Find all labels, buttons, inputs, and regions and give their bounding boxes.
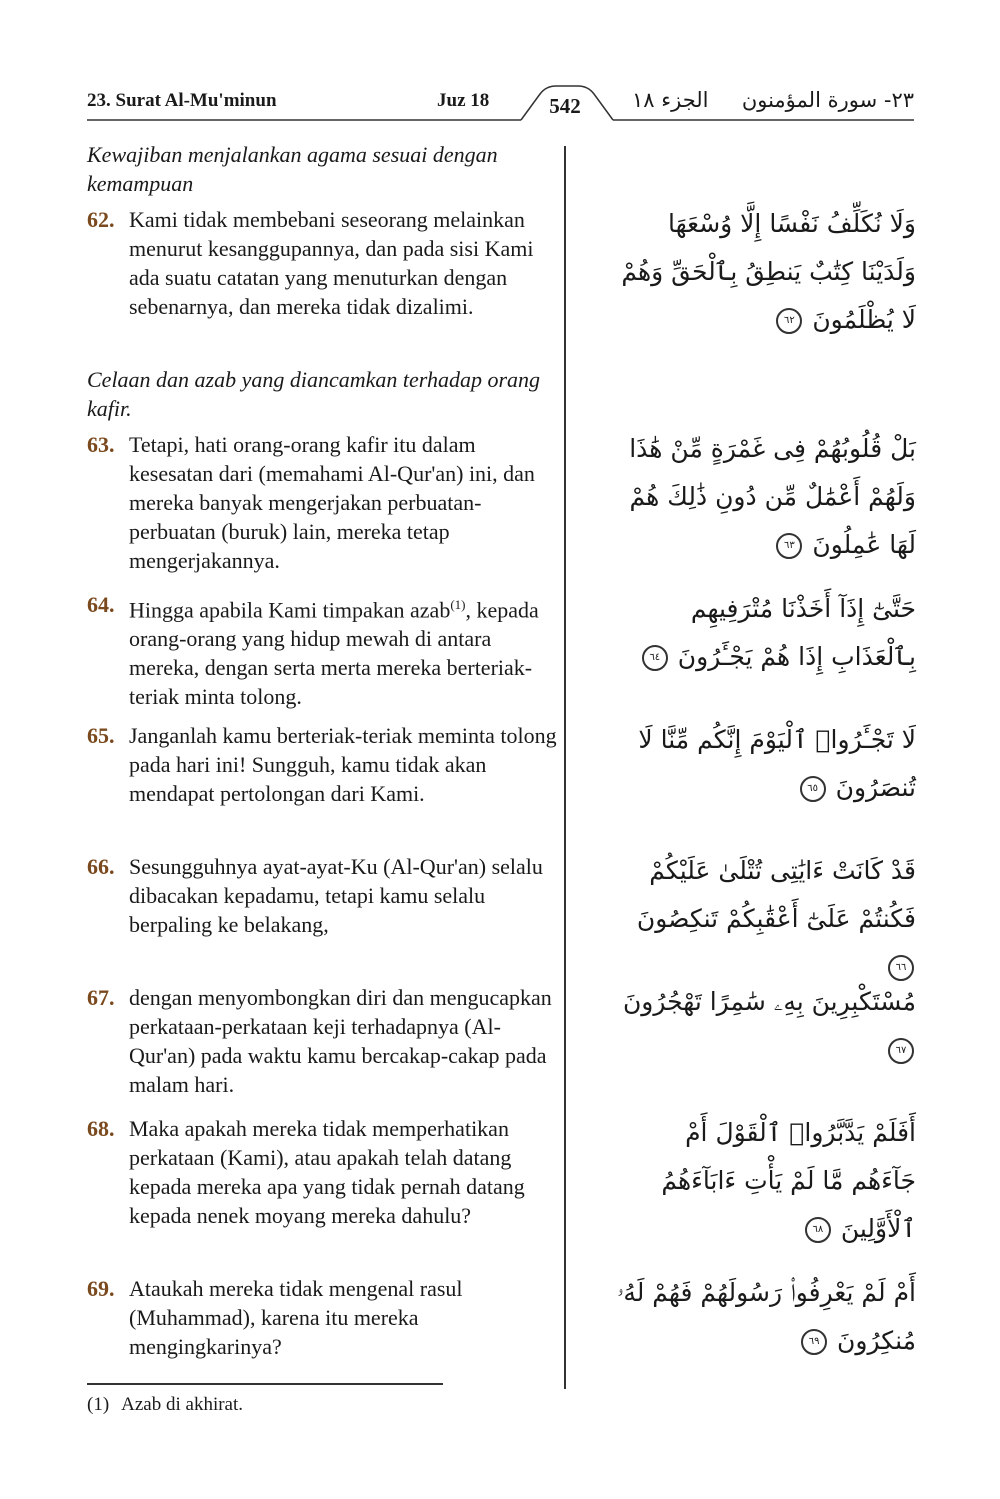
verse-68 [87, 1114, 559, 1230]
ayah-marker: ٦٢ [776, 308, 802, 334]
juz-label-latin: Juz 18 [437, 90, 490, 111]
verse-65-arabic [616, 716, 916, 812]
verse-number: 63. [87, 432, 115, 457]
footnote-text: Azab di akhirat. [121, 1394, 244, 1415]
ayah-marker: ٦٦ [888, 955, 914, 981]
verse-number: 69. [87, 1276, 115, 1301]
juz-label-arabic: الجزء ١٨ [632, 88, 709, 112]
arabic-text: وَلَا نُكَلِّفُ نَفْسًا إِلَّا وُسْعَهَا وَلَدَيْنَا كِتَٰبٌ يَنطِقُ بِٱلْحَقِّ وَهُمْ لَا يُظْلَمُونَ [621, 209, 916, 334]
verse-68-arabic [616, 1109, 916, 1253]
ayah-marker: ٦٣ [776, 533, 802, 559]
verse-number: 65. [87, 723, 115, 748]
arabic-text: مُسْتَكْبِرِينَ بِهِۦ سَٰمِرًا تَهْجُرُونَ [622, 987, 916, 1016]
verse-62-arabic [616, 200, 916, 344]
section-title: Celaan dan azab yang diancamkan terhadap orang kafir. [87, 367, 541, 421]
ayah-marker: ٦٤ [642, 645, 668, 671]
verse-67-arabic [616, 978, 916, 1074]
verse-63-arabic [616, 425, 916, 569]
arabic-text: لَا تَجْـَٔرُوا۟ ٱلْيَوْمَ إِنَّكُم مِّنَّا لَا تُنصَرُونَ [638, 725, 916, 802]
verse-66-arabic [616, 847, 916, 991]
verse-62 [87, 205, 559, 321]
verse-number: 67. [87, 985, 115, 1010]
page-number: 542 [549, 94, 581, 118]
verse-translation: Sesungguhnya ayat-ayat-Ku (Al-Qur'an) selalu dibacakan kepadamu, tetapi kamu selalu berpaling ke belakang, [129, 854, 543, 937]
verse-translation: dengan menyombongkan diri dan mengucapkan perkataan-perkataan keji terhadapnya (Al-Qur'an) pada waktu kamu bercakap-cakap pada malam hari. [129, 985, 552, 1097]
verse-number: 68. [87, 1116, 115, 1141]
verse-64 [87, 590, 559, 711]
verse-number: 62. [87, 207, 115, 232]
arabic-text: أَفَلَمْ يَدَّبَّرُوا۟ ٱلْقَوْلَ أَمْ جَآءَهُم مَّا لَمْ يَأْتِ ءَابَآءَهُمُ ٱلْأَوَّلِينَ [661, 1118, 916, 1243]
verse-65 [87, 721, 559, 808]
verse-63 [87, 430, 559, 575]
verse-69-arabic [616, 1269, 916, 1365]
footnote-mark: (1) [87, 1394, 110, 1415]
footnote-ref[interactable]: (1) [450, 597, 466, 612]
verse-translation: Janganlah kamu berteriak-teriak meminta tolong pada hari ini! Sungguh, kamu tidak akan mendapat pertolongan dari Kami. [129, 723, 557, 806]
verse-translation: Ataukah mereka tidak mengenal rasul (Muhammad), karena itu mereka mengingkarinya? [129, 1276, 463, 1359]
verse-translation: Hingga apabila Kami timpakan azab$^{(1)}$, kepada orang-orang yang hidup mewah di antara mereka, dengan serta merta mereka berteriak-teriak minta tolong. [129, 597, 539, 710]
page-header [0, 0, 1000, 130]
section-title: Kewajiban menjalankan agama sesuai dengan kemampuan [87, 142, 498, 196]
verse-69 [87, 1274, 559, 1361]
ayah-marker: ٦٥ [800, 776, 826, 802]
ayah-marker: ٦٨ [805, 1217, 831, 1243]
verse-translation: Maka apakah mereka tidak memperhatikan perkataan (Kami), atau apakah telah datang kepada mereka apa yang tidak pernah datang kepada nenek moyang mereka dahulu? [129, 1116, 525, 1228]
ayah-marker: ٦٩ [801, 1329, 827, 1355]
verse-number: 66. [87, 854, 115, 879]
ayah-marker: ٦٧ [888, 1038, 914, 1064]
arabic-text: حَتَّىٰٓ إِذَآ أَخَذْنَا مُتْرَفِيهِم بِٱلْعَذَابِ إِذَا هُمْ يَجْـَٔرُونَ [677, 594, 916, 671]
footnote [87, 1394, 243, 1416]
footnote-rule [87, 1383, 443, 1385]
verse-64-arabic [616, 585, 916, 681]
column-divider [564, 146, 566, 1389]
arabic-text: قَدْ كَانَتْ ءَايَٰتِى تُتْلَىٰ عَلَيْكُمْ فَكُنتُمْ عَلَىٰٓ أَعْقَٰبِكُمْ تَنكِصُونَ [636, 856, 916, 933]
verse-translation: Kami tidak membebani seseorang melainkan menurut kesanggupannya, dan pada sisi Kami ada suatu catatan yang menuturkan dengan sebenarnya, dan mereka tidak dizalimi. [129, 207, 534, 319]
arabic-text: بَلْ قُلُوبُهُمْ فِى غَمْرَةٍ مِّنْ هَٰذَا وَلَهُمْ أَعْمَٰلٌ مِّن دُونِ ذَٰلِكَ هُمْ لَهَا عَٰمِلُونَ [629, 434, 916, 559]
verse-67 [87, 983, 559, 1099]
arabic-text: أَمْ لَمْ يَعْرِفُوا۟ رَسُولَهُمْ فَهُمْ لَهُۥ مُنكِرُونَ [617, 1278, 916, 1355]
verse-translation: Tetapi, hati orang-orang kafir itu dalam kesesatan dari (memahami Al-Qur'an) ini, dan mereka banyak mengerjakan perbuatan-perbuatan (buruk) lain, mereka tetap mengerjakannya. [129, 432, 535, 573]
verse-66 [87, 852, 559, 939]
surah-title-latin: 23. Surat Al-Mu'minun [87, 90, 277, 111]
verse-number: 64. [87, 592, 115, 617]
surah-title-arabic: ٢٣- سورة المؤمنون [741, 88, 914, 112]
